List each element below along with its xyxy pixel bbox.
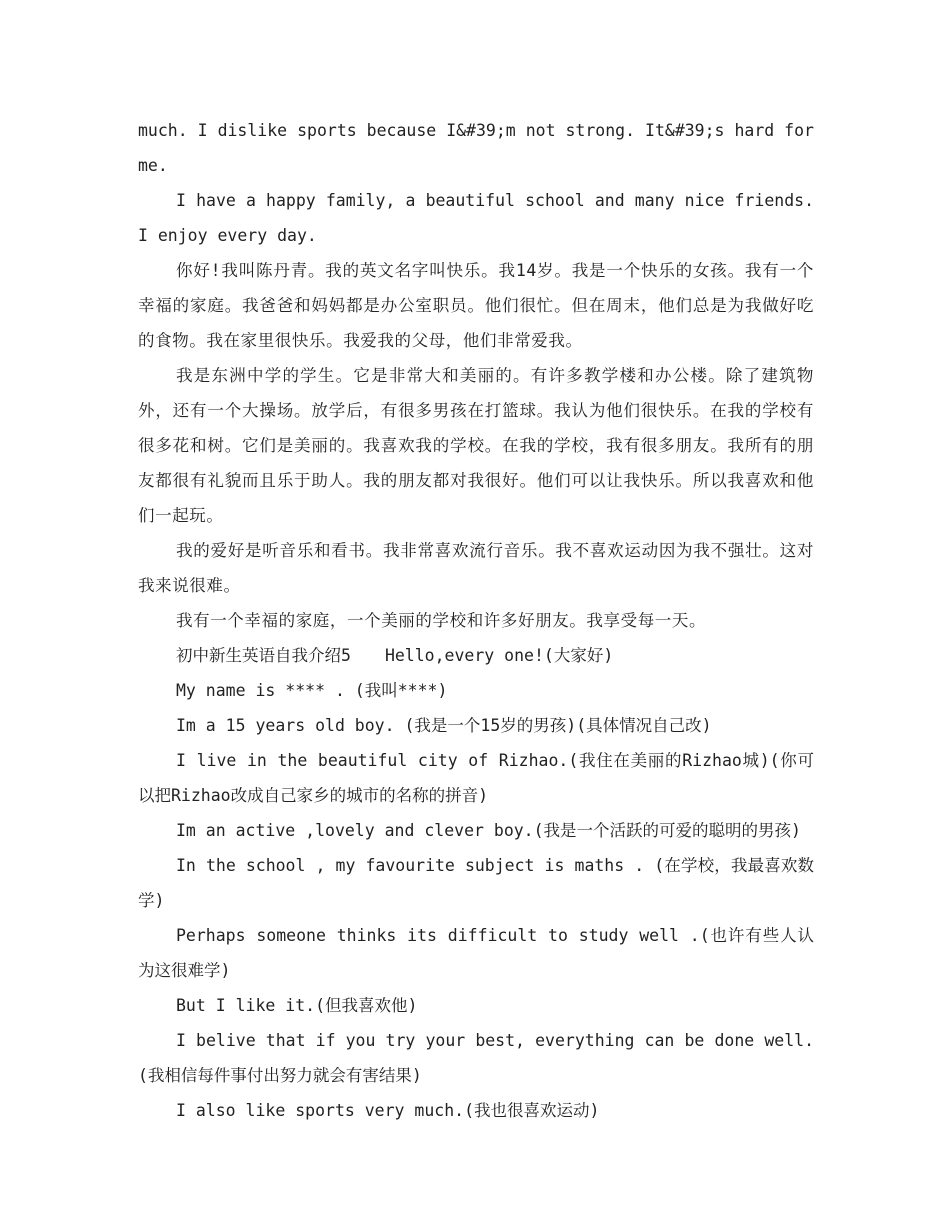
- paragraph-personality: Im an active ,lovely and clever boy.(我是一个活跃的可爱的聪明的男孩): [176, 821, 801, 840]
- paragraph-city: I live in the beautiful city of Rizhao.(我住在美丽的Rizhao城)(你可以把Rizhao改成自己家乡的城市的名称的拼音): [138, 751, 814, 805]
- section-heading: 初中新生英语自我介绍5: [176, 646, 351, 665]
- paragraph-like: But I like it.(但我喜欢他): [176, 996, 418, 1015]
- greeting-line: Hello,every one!(大家好): [384, 646, 614, 665]
- paragraph-chinese-hobby: 我的爱好是听音乐和看书。我非常喜欢流行音乐。我不喜欢运动因为我不强壮。这对我来说很难。: [138, 541, 814, 595]
- paragraph-age: Im a 15 years old boy. (我是一个15岁的男孩)(具体情况自己改): [176, 716, 712, 735]
- section-heading-line: [138, 638, 814, 673]
- paragraph-continuation: much. I dislike sports because I&#39;m not strong. It&#39;s hard for me.: [138, 121, 814, 175]
- paragraph-belief: I belive that if you try your best, everything can be done well.(我相信每件事付出努力就会有害结果): [138, 1031, 814, 1085]
- paragraph-chinese-school: 我是东洲中学的学生。它是非常大和美丽的。有许多教学楼和办公楼。除了建筑物外，还有一个大操场。放学后，有很多男孩在打篮球。我认为他们很快乐。在我的学校有很多花和树。它们是美丽的。我喜欢我的学校。在我的学校，我有很多朋友。我所有的朋友都很有礼貌而且乐于助人。我的朋友都对我很好。他们可以让我快乐。所以我喜欢和他们一起玩。: [138, 366, 814, 525]
- paragraph-difficulty: Perhaps someone thinks its difficult to study well .(也许有些人认为这很难学): [138, 926, 814, 980]
- paragraph-sports: I also like sports very much.(我也很喜欢运动): [176, 1101, 600, 1120]
- paragraph-english-summary: I have a happy family, a beautiful school and many nice friends. I enjoy every day.: [138, 191, 814, 245]
- paragraph-subject: In the school , my favourite subject is maths . (在学校，我最喜欢数学): [138, 856, 814, 910]
- document-page: [138, 113, 814, 1128]
- paragraph-chinese-intro: 你好!我叫陈丹青。我的英文名字叫快乐。我14岁。我是一个快乐的女孩。我有一个幸福的家庭。我爸爸和妈妈都是办公室职员。他们很忙。但在周末，他们总是为我做好吃的食物。我在家里很快乐。我爱我的父母，他们非常爱我。: [138, 261, 814, 350]
- paragraph-chinese-summary: 我有一个幸福的家庭，一个美丽的学校和许多好朋友。我享受每一天。: [176, 611, 707, 630]
- paragraph-name: My name is **** . (我叫****): [176, 681, 448, 700]
